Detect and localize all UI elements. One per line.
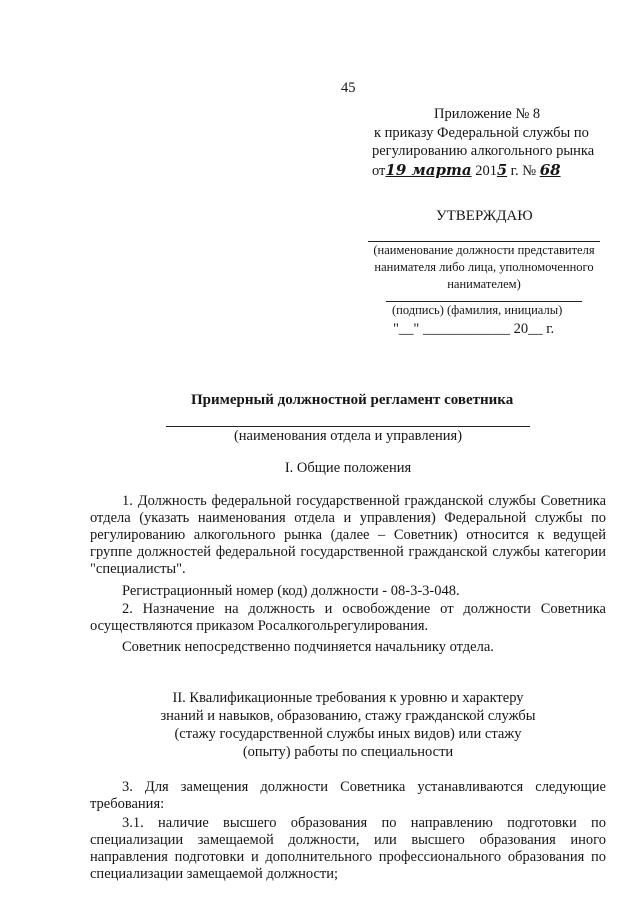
position-note-1: (наименование должности представителя [373, 243, 595, 257]
position-note-2: нанимателя либо лица, уполномоченного [374, 260, 594, 274]
position-note-3: нанимателем) [447, 277, 521, 291]
section-1-heading: I. Общие положения [284, 460, 412, 476]
department-line [166, 426, 530, 427]
handwritten-year-digit: 5 [496, 162, 508, 179]
section-2-heading-2: знаний и навыков, образованию, стажу гражданской службы [160, 708, 536, 724]
section-2-heading-3: (стажу государственной службы иных видов) или стажу [174, 726, 522, 742]
handwritten-order-number: 68 [539, 161, 561, 179]
year-prefix: 201 [475, 163, 497, 179]
section-2-paragraph-1: 3. Для замещения должности Советника устанавливаются следующие требования: [90, 779, 606, 812]
section-1-paragraph-2: Регистрационный номер (код) должности - 08-3-3-048. [122, 583, 460, 599]
appendix-line-2: к приказу Федеральной службы по [374, 125, 589, 141]
appendix-date-line [372, 161, 561, 180]
section-1-paragraph-3: 2. Назначение на должность и освобождение от должности Советника осуществляются приказом Росалкогольрегулирования. [90, 601, 606, 634]
signature-line [386, 301, 582, 302]
section-2-heading-1: II. Квалификационные требования к уровню и характеру [172, 690, 524, 706]
appendix-line-1: Приложение № 8 [434, 106, 541, 122]
department-note: (наименования отдела и управления) [233, 428, 463, 444]
section-2-heading-4: (опыту) работы по специальности [242, 744, 454, 760]
appendix-line-3: регулированию алкогольного рынка [372, 143, 595, 159]
handwritten-date: 19 марта [385, 161, 472, 179]
signature-note: (подпись) (фамилия, инициалы) [392, 303, 563, 317]
date-prefix: от [372, 163, 386, 179]
position-line [368, 241, 600, 242]
page-number: 45 [341, 80, 356, 96]
section-1-paragraph-1: 1. Должность федеральной государственной гражданской службы Советника отдела (указать наименования отдела и управления) Федеральной службы по регулированию алкогольного рынка (далее – Советник) относится к ведущей группе должностей федеральной государственной гражданской службы категории "специалисты". [90, 493, 606, 577]
document-title: Примерный должностной регламент советника [191, 392, 514, 408]
section-1-paragraph-4: Советник непосредственно подчиняется начальнику отдела. [122, 639, 494, 655]
section-2-paragraph-2: 3.1. наличие высшего образования по направлению подготовки по специализации замещаемой должности, или высшего образования иного направления подготовки и дополнительного профессионального образования по специализации замещаемой должности; [90, 815, 606, 882]
approval-date-line: "__" ____________ 20__ г. [393, 321, 555, 337]
year-suffix: г. № [510, 163, 537, 179]
approval-title: УТВЕРЖДАЮ [436, 208, 533, 224]
